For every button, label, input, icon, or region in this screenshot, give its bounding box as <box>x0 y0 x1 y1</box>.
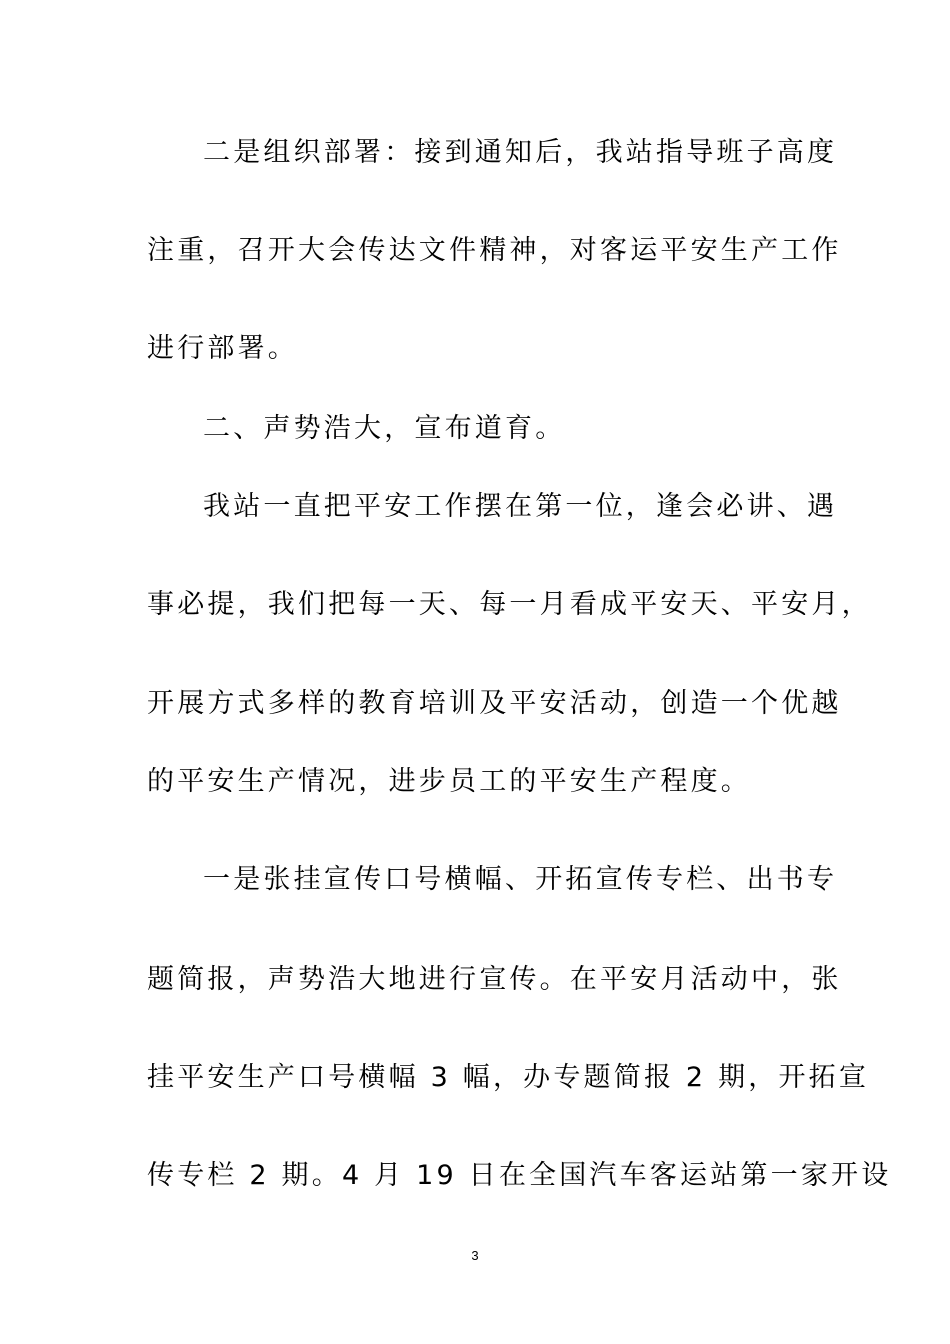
text-line: 一是张挂宣传口号横幅、开拓宣传专栏、出书专 <box>203 864 838 895</box>
text-line: 二是组织部署：接到通知后，我站指导班子高度 <box>203 137 838 168</box>
text-line: 传专栏 2 期。4 月 19 日在全国汽车客运站第一家开设 <box>147 1160 892 1191</box>
text-line: 挂平安生产口号横幅 3 幅，办专题简报 2 期，开拓宣 <box>147 1062 870 1093</box>
page-number: 3 <box>471 1248 479 1263</box>
text-line: 事必提，我们把每一天、每一月看成平安天、平安月， <box>147 589 872 620</box>
text-line: 开展方式多样的教育培训及平安活动，创造一个优越 <box>147 688 842 719</box>
text-line: 题简报，声势浩大地进行宣传。在平安月活动中，张 <box>147 964 842 995</box>
text-line: 的平安生产情况，进步员工的平安生产程度。 <box>147 766 751 797</box>
text-line: 进行部署。 <box>147 333 298 364</box>
text-line: 二、声势浩大，宣布道育。 <box>203 413 566 444</box>
text-line: 注重，召开大会传达文件精神，对客运平安生产工作 <box>147 235 842 266</box>
text-line: 我站一直把平安工作摆在第一位，逢会必讲、遇 <box>203 491 838 522</box>
